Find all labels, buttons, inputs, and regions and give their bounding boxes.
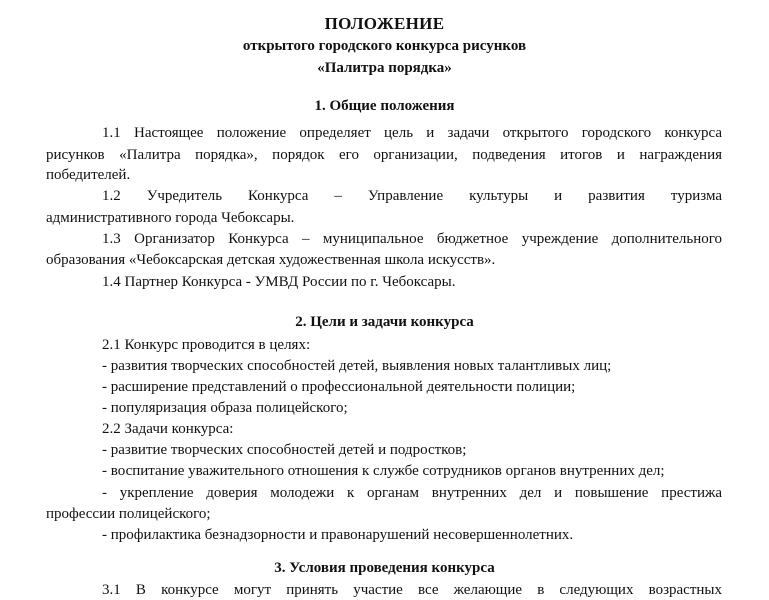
- paragraph-line: образования «Чебоксарская детская художественная школа искусств».: [46, 252, 496, 268]
- paragraph-line: 1.3 Организатор Конкурса – муниципальное бюджетное учреждение дополнительного: [102, 231, 722, 247]
- list-item: - развития творческих способностей детей, выявления новых талантливых лиц;: [102, 358, 612, 374]
- document-subtitle: открытого городского конкурса рисунков: [242, 38, 527, 54]
- paragraph-line: 3.1 В конкурсе могут принять участие все желающие в следующих возрастных: [102, 582, 722, 598]
- paragraph-line: рисунков «Палитра порядка», порядок его организации, подведения итогов и награждения: [46, 147, 722, 163]
- document-title: ПОЛОЖЕНИЕ: [324, 14, 445, 33]
- list-item: - популяризация образа полицейского;: [102, 400, 348, 416]
- paragraph-line: административного города Чебоксары.: [46, 210, 295, 226]
- paragraph-line: 2.2 Задачи конкурса:: [102, 421, 234, 437]
- paragraph-line: 2.1 Конкурс проводится в целях:: [102, 337, 311, 353]
- list-item: - воспитание уважительного отношения к службе сотрудников органов внутренних дел;: [102, 463, 665, 479]
- paragraph-line: профессии полицейского;: [46, 506, 211, 522]
- section-1-heading: 1. Общие положения: [314, 98, 455, 114]
- list-item: - расширение представлений о профессиональной деятельности полиции;: [102, 379, 576, 395]
- paragraph-line: 1.1 Настоящее положение определяет цель и задачи открытого городского конкурса: [102, 125, 722, 141]
- paragraph-line: победителей.: [46, 167, 131, 183]
- section-2-heading: 2. Цели и задачи конкурса: [295, 314, 474, 330]
- paragraph-line: 1.4 Партнер Конкурса - УМВД России по г. Чебоксары.: [102, 274, 456, 290]
- list-item: - профилактика безнадзорности и правонарушений несовершеннолетних.: [102, 527, 574, 543]
- list-item: - укрепление доверия молодежи к органам внутренних дел и повышение престижа: [102, 485, 722, 501]
- list-item: - развитие творческих способностей детей и подростков;: [102, 442, 467, 458]
- section-3-heading: 3. Условия проведения конкурса: [274, 560, 495, 576]
- document-contest-name: «Палитра порядка»: [317, 60, 452, 76]
- paragraph-line: 1.2 Учредитель Конкурса – Управление культуры и развития туризма: [102, 188, 722, 204]
